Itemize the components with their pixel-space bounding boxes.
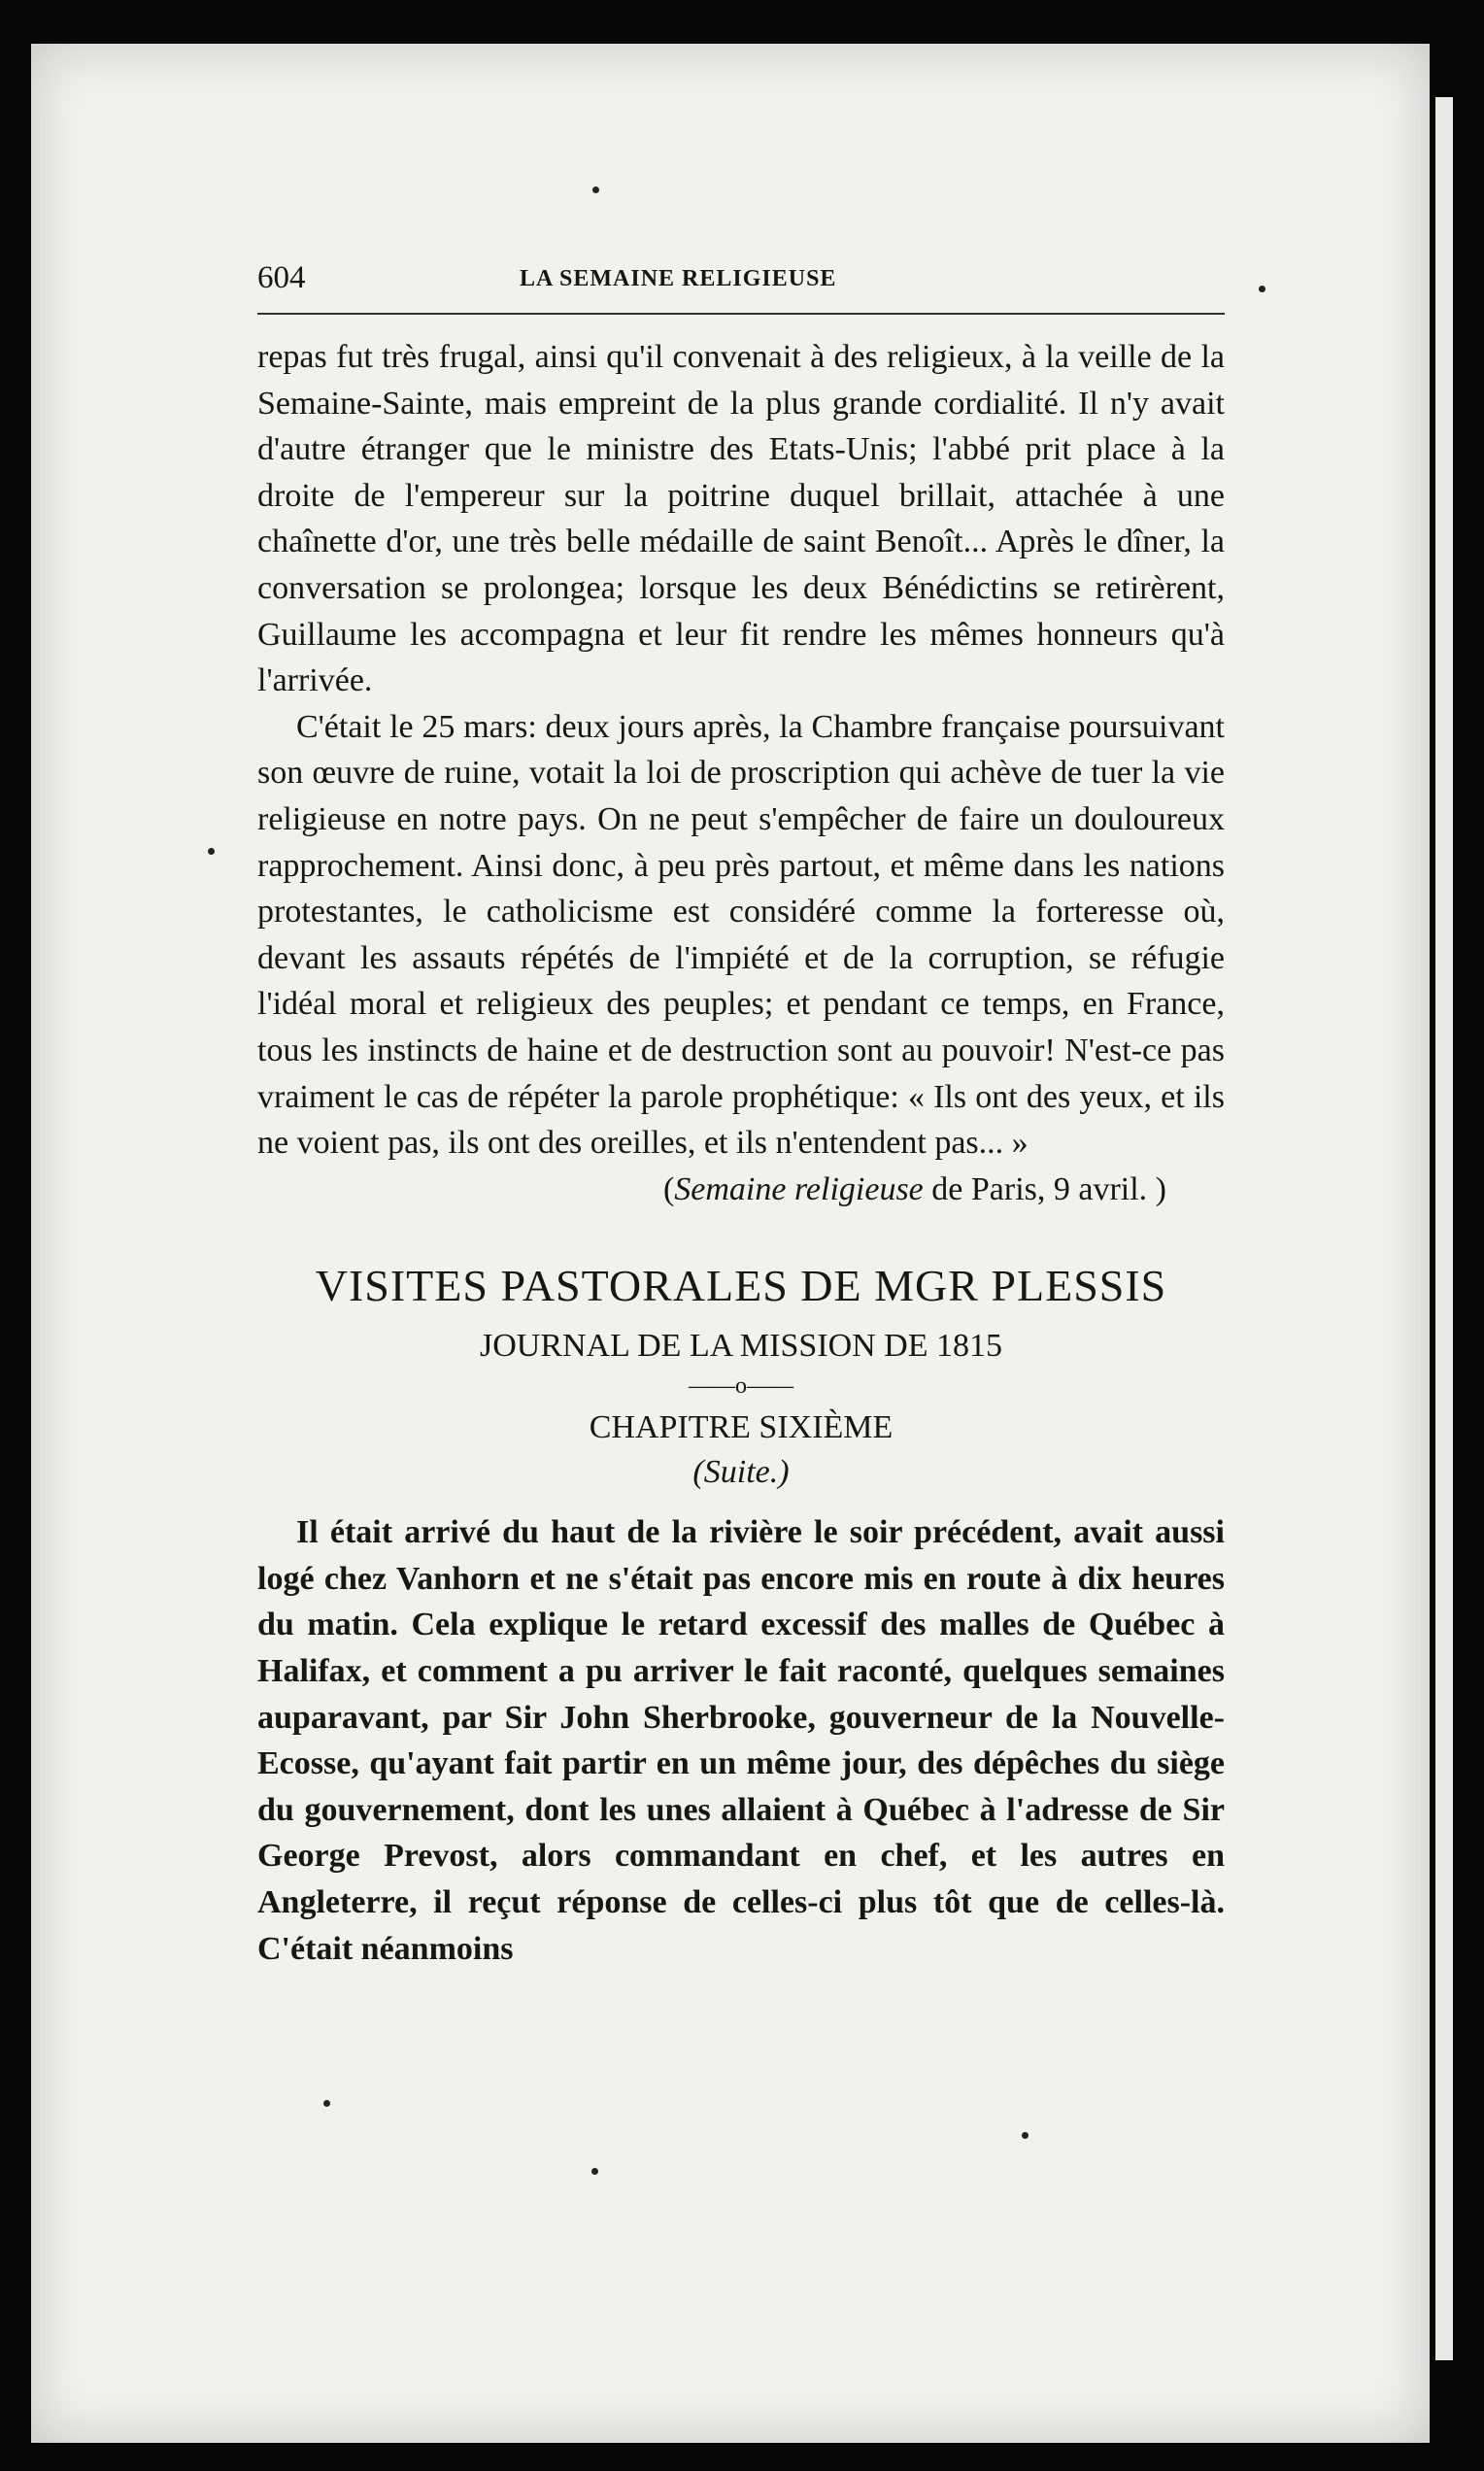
scan-speck: [591, 2168, 598, 2175]
source-title: Semaine religieuse: [674, 1170, 924, 1207]
section-title: VISITES PASTORALES DE MGR PLESSIS: [315, 1261, 1167, 1311]
facing-page-edge: [1435, 97, 1453, 2360]
chapter-suite: (Suite.): [692, 1454, 790, 1491]
section-paragraph: Il était arrivé du haut de la rivière le soir précédent, avait aussi logé chez Vanhorn et ne s'était pas encore mis en route à dix heures du matin. Cela explique le retard excessif des malles de Québec à Halifax, et comment a pu arriver le fait raconté, quelques semaines auparavant, par Sir John Sherbrooke, gouverneur de la Nouvelle-Ecosse, qu'ayant fait partir en un même jour, des dépêches du siège du gouvernement, dont les unes allaient à Québec à l'adresse de Sir George Prevost, alors commandant en chef, et les autres en Angleterre, il reçut réponse de celles-ci plus tôt que de celles-là. C'était néanmoins: [257, 1514, 1225, 1967]
chapter-heading: CHAPITRE SIXIÈME: [589, 1409, 894, 1446]
source-citation: [257, 1167, 1225, 1213]
ornament-divider: ——o——: [689, 1373, 793, 1400]
body-paragraph-2: C'était le 25 mars: deux jours après, la Chambre française poursuivant son œuvre de ruine, votait la loi de proscription qui achève de tuer la vie religieuse en notre pays. On ne peut s'empêcher de faire un douloureux rapprochement. Ainsi donc, à peu près partout, et même dans les nations protestantes, le catholicisme est considéré comme la forteresse où, devant les assauts répétés de l'impiété et de la corruption, se réfugie l'idéal moral et religieux des peuples; et pendant ce temps, en France, tous les instincts de haine et de destruction sont au pouvoir! N'est-ce pas vraiment le cas de répéter la parole prophétique: « Ils ont des yeux, et ils ne voient pas, ils ont des oreilles, et ils n'entendent pas... »: [257, 708, 1225, 1162]
scan-speck: [1022, 2132, 1029, 2139]
body-paragraph-1: repas fut très frugal, ainsi qu'il convenait à des religieux, à la veille de la Semaine-Sainte, mais empreint de la plus grande cordialité. Il n'y avait d'autre étranger que le ministre des Etats-Unis; l'abbé prit place à la droite de l'empereur sur la poitrine duquel brillait, attachée à une chaînette d'or, une très belle médaille de saint Benoît... Après le dîner, la conversation se prolongea; lorsque les deux Bénédictins se retirèrent, Guillaume les accompagna et leur fit rendre les mêmes honneurs qu'à l'arrivée.: [257, 339, 1225, 699]
scan-speck: [592, 186, 599, 193]
scan-speck: [1259, 286, 1265, 292]
page-number: 604: [257, 260, 306, 295]
section-body: [257, 1509, 1225, 1972]
scan-speck: [208, 848, 215, 855]
running-head: LA SEMAINE RELIGIEUSE: [520, 266, 837, 291]
section-subtitle: JOURNAL DE LA MISSION DE 1815: [479, 1328, 1003, 1365]
scan-speck: [323, 2100, 330, 2107]
source-rest: de Paris, 9 avril. ): [923, 1170, 1166, 1207]
source-open: (: [662, 1170, 675, 1207]
page-text: [257, 253, 1225, 1972]
page-header: [257, 253, 1225, 315]
